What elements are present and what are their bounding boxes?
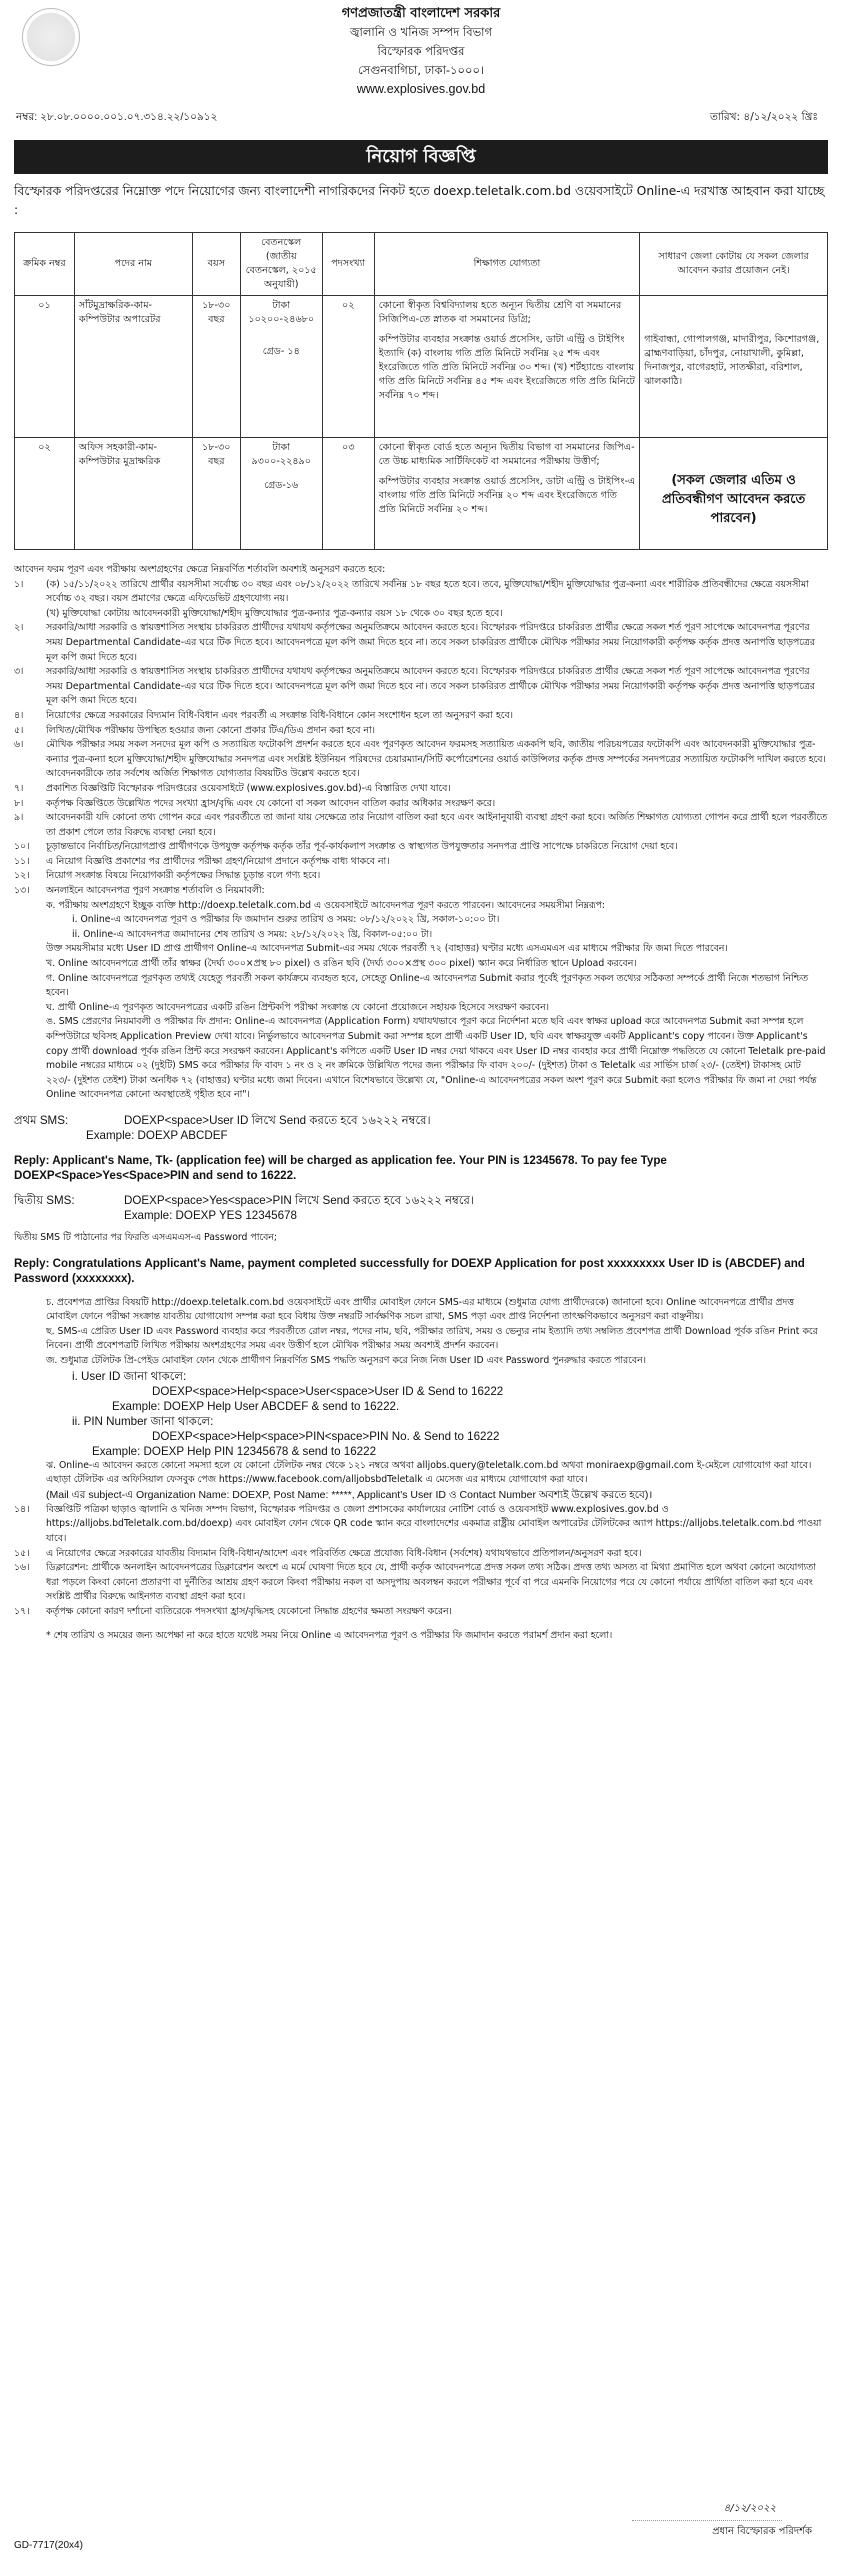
grade-value: গ্রেড- ১৪ <box>262 346 300 357</box>
scale-value: টাকা ১০২০০-২৪৬৮০ <box>248 300 315 325</box>
row-age: ১৮-৩০ বছর <box>192 438 240 550</box>
online-rule-e: ঙ. SMS প্রেরণের নিয়মাবলী ও পরীক্ষার ফি প্রদান: Online-এ আবেদনপত্র (Application Form) যথাযথভাবে পূরণ করে নির্দেশনা মতে ছবি এবং স্বাক্ষর upload করে আবেদনপত্র Submit করা সম্পন্ন হলে কম্পিউটারে ছবিসহ Application Preview দেখা যাবে। নির্ভুলভাবে আবেদনপত্র Submit করা সম্পন্ন হলে প্রার্থী একটি User ID, ছবি এবং স্বাক্ষরযুক্ত একটি Applicant's copy পাবেন। উক্ত Applicant's copy প্রার্থী download পূর্বক রঙিন প্রিন্ট করে সংরক্ষণ করবেন। Applicant's কপিতে একটি User ID নম্বর দেয়া থাকবে এবং User ID নম্বর ব্যবহার করে প্রার্থী নিম্নোক্ত পদ্ধতিতে যে কোনো Teletalk pre-paid mobile নম্বরের মাধ্যমে ০২ (দুইটি) SMS করে পরীক্ষার ফি বাবদ ১ নং ও ২ নং ক্রমিকে উল্লিখিত পদের জন্য পরীক্ষার ফি বাবদ ২০০/- (দুইশত) টাকা ও Teletalk এর সার্ভিস চার্জ ২৩/- (তেইশ) টাকাসহ মোট ২২৩/- (দুইশত তেইশ) টাকা অনধিক ৭২ (বাহাত্তর) ঘণ্টার মধ্যে জমা দিবেন। এখানে বিশেষভাবে উল্লেখ্য যে, "Online-এ আবেদনপত্রের সকল অংশ পূরণ করে Submit করা হলেও পরীক্ষার ফি জমা না দেয়া পর্যন্ত Online আবেদনপত্র কোনো অবস্থাতেই গৃহীত হবে না"। <box>46 1016 826 1101</box>
sms-second-note: দ্বিতীয় SMS টি পাঠানোর পর ফিরতি এসএমএস-এ Password পাবেন; <box>14 1231 277 1243</box>
row-sl: ০১ <box>15 296 75 438</box>
grade-value: গ্রেড-১৬ <box>264 480 299 491</box>
final-advice: * শেষ তারিখ ও সময়ের জন্য অপেক্ষা না করে হাতে যথেষ্ট সময় নিয়ে Online এ আবেদনপত্র পূরণ ও পরীক্ষার ফি জমাদান করতে পরামর্শ প্রদান করা হলো। <box>46 1630 613 1642</box>
list-item: ১৪। বিজ্ঞপ্তিটি পত্রিকা ছাড়াও জ্বালানি ও খনিজ সম্পদ বিভাগ, বিস্ফোরক পরিদপ্তর ও জেলা প্রশাসকের কার্যালয়ের নোটিশ বোর্ড ও ওয়েবসাইট www.explosives.gov.bd ও https://alljobs.bdTeletalk.com.bd/doexp) এবং মোবাইল ফোন থেকে QR code স্ক্যান করে বাংলাদেশের একমাত্র রাষ্ট্রীয় মোবাইল অপারেটর টেলিটকের অ্যাপ https://alljobs.teletalk.com.bd পাওয়া যাবে। <box>14 1503 822 1544</box>
header-post: পদের নাম <box>74 233 192 296</box>
row-post: সাঁটমুদ্রাক্ষরিক-কাম-কম্পিউটার অপারেটর <box>74 296 192 438</box>
signature-date: ৪/১২/২০২২ <box>723 2503 776 2514</box>
conditions-intro: আবেদন ফরম পূরণ এবং পরীক্ষায় অংশগ্রহণের ক্ষেত্রে নিম্নবর্ণিত শর্তাবলি অবশ্যই অনুসরণ করতে হবে: <box>14 564 386 575</box>
header-scale: বেতনস্কেল (জাতীয় বেতনস্কেল, ২০১৫ অনুযায়ী) <box>240 233 322 296</box>
online-rule-ch: চ. প্রবেশপত্র প্রাপ্তির বিষয়টি http://doexp.teletalk.com.bd ওয়েবসাইটে এবং প্রার্থীর মোবাইল ফোনে SMS-এর মাধ্যমে (শুধুমাত্র যোগ্য প্রার্থীদেরকে) জানানো হবে। Online আবেদনপত্রে প্রার্থীর প্রদত্ত মোবাইল ফোনে পরীক্ষা সংক্রান্ত যাবতীয় যোগাযোগ সম্পন্ন করা হবে বিধায় উক্ত নম্বরটি সার্বক্ষণিক সচল রাখা, SMS পড়া এবং প্রাপ্ত নির্দেশনা তাৎক্ষণিকভাবে অনুসরণ করা বাঞ্ছনীয়। <box>46 1296 794 1323</box>
table-row <box>15 296 828 438</box>
row-scale <box>240 296 322 438</box>
signature <box>632 2488 782 2521</box>
memo-date: তারিখ: ৪/১২/২০২২ খ্রিঃ <box>709 111 818 123</box>
online-rule-a-note: উক্ত সময়সীমার মধ্যে User ID প্রাপ্ত প্রার্থীগণ Online-এ আবেদনপত্র Submit-এর সময় থেকে পরবর্তী ৭২ (বাহাত্তর) ঘণ্টার মধ্যে এসএমএস এর মাধ্যমে পরীক্ষার ফি জমা দিতে পারবেন। <box>46 943 728 955</box>
sms-first-command: DOEXP<space>User ID লিখে Send করতে হবে ১৬২২২ নম্বরে। <box>124 1113 431 1127</box>
online-rule-a-i: i. Online-এ আবেদনপত্র পূরণ ও পরীক্ষার ফি জমাদান শুরুর তারিখ ও সময়: ০৮/১২/২০২২ খ্রি, সকাল-১০:০০ টা। <box>72 914 500 926</box>
row-qualification <box>374 296 640 438</box>
qualification-1: কোনো স্বীকৃত বোর্ড হতে অন্যূন দ্বিতীয় বিভাগ বা সমমানের জিপিএ-তে উচ্চ মাধ্যমিক সার্টিফিকেট বা সমমানের পরীক্ষায় উত্তীর্ণ; <box>378 442 635 467</box>
sms-second-label: দ্বিতীয় SMS: <box>14 1193 75 1207</box>
row-quota <box>640 438 828 550</box>
ministry-name: জ্বালানি ও খনিজ সম্পদ বিভাগ <box>349 25 493 39</box>
recover-pin-title: ii. PIN Number জানা থাকলে: <box>72 1414 214 1428</box>
sms-first-example: Example: DOEXP ABCDEF <box>86 1128 228 1142</box>
header-age: বয়স <box>192 233 240 296</box>
row-post: অফিস সহকারী-কাম-কম্পিউটার মুদ্রাক্ষরিক <box>74 438 192 550</box>
sms-second-command: DOEXP<space>Yes<space>PIN লিখে Send করতে হবে ১৬২২২ নম্বরে। <box>124 1193 475 1207</box>
list-item: ১। (ক) ১৫/১১/২০২২ তারিখে প্রার্থীর বয়সসীমা সর্বোচ্চ ৩০ বছর এবং ০৮/১২/২০২২ তারিখে সর্বনিম্ন ১৮ বছর হতে হবে। তবে, মুক্তিযোদ্ধা/শহীদ মুক্তিযোদ্ধার পুত্র-কন্যা এবং শারীরিক প্রতিবন্ধীদের ক্ষেত্রে বয়সসীমা সর্বোচ্চ ৩২ বছর। বয়স প্রমাণের ক্ষেত্রে এফিডেভিট গ্রহণযোগ্য নয়। <box>14 578 809 605</box>
recover-userid-title: i. User ID জানা থাকলে: <box>72 1369 187 1383</box>
online-rule-d: ঘ. প্রার্থী Online-এ পূরণকৃত আবেদনপত্রের একটি রঙিন প্রিন্টকপি পরীক্ষা সংক্রান্ত যে কোনো প্রয়োজনে সহায়ক হিসেবে সংরক্ষণ করবেন। <box>46 1001 549 1013</box>
qualification-2: কম্পিউটার ব্যবহার সংক্রান্ত ওয়ার্ড প্রসেসিং, ডাটা এন্ট্রি ও টাইপিং ইত্যাদি (ক) বাংলায় গতি প্রতি মিনিটে সর্বনিম্ন ২৫ শব্দ এবং ইংরেজিতে গতি প্রতি মিনিটে সর্বনিম্ন ৩০ শব্দ। (খ) শর্টহ্যান্ডে বাংলায় গতি প্রতি মিনিটে সর্বনিম্ন ৪৫ শব্দ এবং ইংরেজিতে গতি প্রতি মিনিটে সর্বনিম্ন ৭০ শব্দ। <box>378 334 635 401</box>
recover-userid-command: DOEXP<space>Help<space>User<space>User ID & Send to 16222 <box>152 1384 504 1398</box>
list-item: ১১। এ নিয়োগ বিজ্ঞপ্তি প্রকাশের পর প্রার্থীদের পরীক্ষা গ্রহণ/নিয়োগ প্রদানে কর্তৃপক্ষ বাধ্য থাকবে না। <box>14 855 390 867</box>
scale-value: টাকা ৯৩০০-২২৪৯০ <box>251 442 312 467</box>
sms-reply-1: Reply: Applicant's Name, Tk- (application fee) will be charged as application fee. Your PIN is 12345678. To pay fee Type DOEXP<Space>Yes<Space>PIN and send to 16222. <box>14 1153 667 1182</box>
header-qualification: শিক্ষাগত যোগ্যতা <box>374 233 640 296</box>
website-link[interactable]: www.explosives.gov.bd <box>356 82 486 96</box>
list-item: ১০। চূড়ান্তভাবে নির্বাচিত/নিয়োগপ্রাপ্ত প্রার্থীগণকে উপযুক্ত কর্তৃপক্ষ কর্তৃক তাঁর পূর্ব-কার্যকলাপ সংক্রান্ত ও স্বাস্থ্যগত উপযুক্ততার সনদপত্র প্রাপ্তি সাপেক্ষে চাকরিতে নিয়োগ দেয়া হবে। <box>14 841 678 853</box>
online-rule-chh: ছ. SMS-এ প্রেরিত User ID এবং Password ব্যবহার করে পরবর্তীতে রোল নম্বর, পদের নাম, ছবি, পরীক্ষার তারিখ, সময় ও ভেন্যুর নাম ইত্যাদি তথ্য সম্বলিত প্রবেশপত্র প্রার্থী Download পূর্বক রঙিন Print করে নিবেন। প্রার্থী প্রবেশপত্রটি লিখিত পরীক্ষায় অংশগ্রহণের সময় এবং উত্তীর্ণ হলে মৌখিক পরীক্ষার সময় অবশ্যই প্রদর্শন করবেন। <box>46 1325 818 1352</box>
list-item: ৫। লিখিত/মৌখিক পরীক্ষায় উপস্থিত হওয়ার জন্য কোনো প্রকার টিএ/ডিএ প্রদান করা হবে না। <box>14 724 375 736</box>
vacancy-table <box>14 232 828 550</box>
row-scale <box>240 438 322 550</box>
quota-all-districts: (সকল জেলার এতিম ও প্রতিবন্ধীগণ আবেদন করতে পারবেন) <box>661 473 806 526</box>
online-rule-b: খ. Online আবেদনপত্রে প্রার্থী তাঁর স্বাক্ষর (দৈর্ঘ্য ৩০০×প্রস্থ ৮০ pixel) ও রঙিন ছবি (দৈর্ঘ্য ৩০০×প্রস্থ ৩০০ pixel) স্ক্যান করে নির্ধারিত স্থানে Upload করবেন। <box>46 958 637 970</box>
online-rule-c: গ. Online আবেদনপত্রে পূরণকৃত তথ্যই যেহেতু পরবর্তী সকল কার্যক্রমে ব্যবহৃত হবে, সেহেতু Online-এ আবেদনপত্র Submit করার পূর্বেই পূরণকৃত সকল তথ্যের সঠিকতা সম্পর্কে প্রার্থী নিজে শতভাগ নিশ্চিত হবেন। <box>46 972 808 999</box>
intro-text: বিস্ফোরক পরিদপ্তরের নিম্নোক্ত পদে নিয়োগের জন্য বাংলাদেশী নাগরিকদের নিকট হতে doexp.teletalk.com.bd ওয়েবসাইটে Online-এ দরখাস্ত আহবান করা যাচ্ছে : <box>14 184 825 217</box>
row-count: ০৩ <box>322 438 374 550</box>
signatory-title: প্রধান বিস্ফোরক পরিদর্শক <box>712 2526 812 2537</box>
row-age: ১৮-৩০ বছর <box>192 296 240 438</box>
row-quota <box>640 296 828 438</box>
row-sl: ০২ <box>15 438 75 550</box>
online-rule-a-ii: ii. Online-এ আবেদনপত্র জমাদানের শেষ তারিখ ও সময়: ২৮/১২/২০২২ খ্রি, বিকাল-০৫:০০ টা। <box>72 928 433 940</box>
recover-userid-example: Example: DOEXP Help User ABCDEF & send to 16222. <box>112 1399 400 1413</box>
list-item: ২। সরকারি/আধা সরকারি ও স্বায়ত্তশাসিত সংস্থায় চাকরিরত প্রার্থীদের যথাযথ কর্তৃপক্ষের অনুমতিক্রমে আবেদন করতে হবে। বিস্ফোরক পরিদপ্তরে চাকরিরত প্রার্থীর ক্ষেত্রে সকল শর্ত পূরণ সাপেক্ষে আবেদনপত্র পূরণের সময় Departmental Candidate-এর ঘরে টিক দিতে হবে। আবেদনপত্রে মূল কপি জমা দিতে হবে না। তবে সকল চাকরিরত প্রার্থীকে মৌখিক পরীক্ষার সময় নিয়োগকারী কর্তৃপক্ষ কর্তৃক প্রদত্ত অনাপত্তি ছাড়পত্রের মূল কপি জমা দিতে হবে। <box>14 622 815 663</box>
qualification-1: কোনো স্বীকৃত বিশ্ববিদ্যালয় হতে অন্যূন দ্বিতীয় শ্রেণি বা সমমানের সিজিপিএ-তে স্নাতক বা সমমানের ডিগ্রি; <box>378 300 622 325</box>
table-row <box>15 438 828 550</box>
row-qualification <box>374 438 640 550</box>
list-item: ৮। কর্তৃপক্ষ বিজ্ঞপ্তিতে উল্লেখিত পদের সংখ্যা হ্রাস/বৃদ্ধি এবং যে কোনো বা সকল আবেদন বাতিল করার অধিকার সংরক্ষণ করে। <box>14 797 496 809</box>
row-count: ০২ <box>322 296 374 438</box>
gd-number: GD-7717(20x4) <box>14 2540 83 2551</box>
memo-number: নম্বর: ২৮.০৮.০০০০.০০১.০৭.৩১৪.২২/১০৯১২ <box>16 111 218 123</box>
list-item: (খ) মুক্তিযোদ্ধা কোটায় আবেদনকারী মুক্তিযোদ্ধা/শহীদ মুক্তিযোদ্ধার পুত্র-কন্যার পুত্র-কন্যার বয়স ১৮ থেকে ৩০ বছর হতে হবে। <box>46 607 503 619</box>
government-name: গণপ্রজাতন্ত্রী বাংলাদেশ সরকার <box>341 6 501 21</box>
notice-title: নিয়োগ বিজ্ঞপ্তি <box>14 140 828 174</box>
recover-pin-example: Example: DOEXP Help PIN 12345678 & send to 16222 <box>92 1444 377 1458</box>
conditions <box>14 563 828 1644</box>
header-quota: সাধারণ জেলা কোটায় যে সকল জেলার আবেদন করার প্রয়োজন নেই। <box>640 233 828 296</box>
recover-userid <box>14 1369 828 1459</box>
list-item: ১৬। ডিক্লারেশন: প্রার্থীকে অনলাইন আবেদনপত্রের ডিক্লারেশন অংশে এ মর্মে ঘোষণা দিতে হবে যে, প্রার্থী কর্তৃক আবেদনপত্রে প্রদত্ত সকল তথ্য সঠিক। প্রদত্ত তথ্য অসত্য বা মিথ্যা প্রমাণিত হলে অথবা কোনো অযোগ্যতা ধরা পড়লে কিংবা কোনো প্রতারণা বা দুর্নীতির আশ্রয় গ্রহণ করলে কিংবা পরীক্ষায় নকল বা অসদুপায় অবলম্বন করলে পরীক্ষার পূর্বে বা পরে এমনকি নিয়োগের পরে যে কোনো পর্যায়ে প্রার্থিতা বাতিল করা হবে এবং সংশ্লিষ্ট প্রার্থীর বিরুদ্ধে আইনগত ব্যবস্থা গ্রহণ করা হবে। <box>14 1562 816 1603</box>
list-item: ৪। নিয়োগের ক্ষেত্রে সরকারের বিদ্যমান বিধি-বিধান এবং পরবর্তী এ সংক্রান্ত বিধি-বিধানে কোন সংশোধন হলে তা অনুসরণ করা হবে। <box>14 709 513 721</box>
list-item: ৩। সরকারি/আধা সরকারি ও স্বায়ত্তশাসিত সংস্থায় চাকরিরত প্রার্থীদের যথাযথ কর্তৃপক্ষের অনুমতিক্রমে আবেদন করতে হবে। বিস্ফোরক পরিদপ্তরে চাকরিরত প্রার্থীর ক্ষেত্রে সকল শর্ত পূরণ সাপেক্ষে আবেদনপত্র পূরণের সময় Departmental Candidate-এর ঘরে টিক দিতে হবে। আবেদনপত্রে মূল কপি জমা দিতে হবে না। তবে সকল চাকরিরত প্রার্থীকে মৌখিক পরীক্ষার সময় নিয়োগকারী কর্তৃপক্ষ কর্তৃক প্রদত্ত অনাপত্তি ছাড়পত্রের মূল কপি জমা দিতে হবে। <box>14 666 815 707</box>
header-sl: ক্রমিক নম্বর <box>15 233 75 296</box>
list-item: ৭। প্রকাশিত বিজ্ঞপ্তিটি বিস্ফোরক পরিদপ্তরের ওয়েবসাইটে (www.explosives.gov.bd)-এ বিস্তারিত দেখা যাবে। <box>14 782 451 794</box>
list-item: ৯। আবেদনকারী যদি কোনো তথ্য গোপন করে এবং পরবর্তীতে তা জানা যায় সেক্ষেত্রে তার নিয়োগ বাতিল করা হবে এবং আইনানুযায়ী ব্যবস্থা গ্রহণ করা হবে। অর্জিত শিক্ষাগত যোগ্যতা গোপন করে প্রার্থী হলে পরবর্তীতে তা প্রকাশ পেলে তার বিরুদ্ধে ব্যবস্থা নেয়া হবে। <box>14 812 828 838</box>
header-count: পদসংখ্যা <box>322 233 374 296</box>
sms-first-label: প্রথম SMS: <box>14 1113 69 1127</box>
sms-second-example: Example: DOEXP YES 12345678 <box>124 1208 297 1222</box>
list-item: ১৭। কর্তৃপক্ষ কোনো কারণ দর্শানো ব্যতিরেকে পদসংখ্যা হ্রাস/বৃদ্ধিসহ যেকোনো সিদ্ধান্ত গ্রহণের ক্ষমতা সংরক্ষণ করেন। <box>14 1605 452 1617</box>
list-item: ১৩। অনলাইনে আবেদনপত্র পূরণ সংক্রান্ত শর্তাবলি ও নিয়মাবলী: <box>14 885 265 897</box>
online-rule-jh: ঝ. Online-এ আবেদন করতে কোনো সমস্যা হলে যে কোনো টেলিটক নম্বর থেকে ১২১ নম্বরে অথবা alljobs.query@teletalk.com.bd অথবা moniraexp@gmail.com ই-মেইলে যোগাযোগ করা যাবে। এছাড়া টেলিটক এর অফিসিয়াল ফেসবুক পেজ https://www.facebook.com/alljobsbdTeletalk এ মেসেজ এর মাধ্যমে যোগাযোগ করা যাবে। <box>46 1459 812 1486</box>
online-rule-a: ক. পরীক্ষায় অংশগ্রহণে ইচ্ছুক ব্যক্তি http://doexp.teletalk.com.bd এ ওয়েবসাইটে আবেদনপত্র পূরণ করতে পারবেন। আবেদনের সময়সীমা নিম্নরূপ: <box>46 899 606 911</box>
sms-reply-2: Reply: Congratulations Applicant's Name, payment completed successfully for DOEXP Application for post xxxxxxxxx User ID is (ABCDEF) and Password (xxxxxxxx). <box>14 1256 805 1285</box>
online-rule-j: জ. শুধুমাত্র টেলিটক প্রি-পেইড মোবাইল ফোন থেকে প্রার্থীগণ নিম্নবর্ণিত SMS পদ্ধতি অনুসরণ করে নিজ নিজ User ID এবং Password পুনরুদ্ধার করতে পারবেন। <box>46 1354 646 1366</box>
list-item: ১২। নিয়োগ সংক্রান্ত বিষয়ে নিয়োগকারী কর্তৃপক্ষের সিদ্ধান্ত চূড়ান্ত বলে গণ্য হবে। <box>14 870 321 882</box>
department-name: বিস্ফোরক পরিদপ্তর <box>377 44 465 58</box>
recover-pin-command: DOEXP<space>Help<space>PIN<space>PIN No. & Send to 16222 <box>152 1429 500 1443</box>
table-header-row <box>15 233 828 296</box>
letterhead <box>0 4 842 99</box>
sms-first <box>14 1113 828 1143</box>
quota-districts: গাইবান্ধা, গোপালগঞ্জ, মাদারীপুর, কিশোরগঞ্জ, ব্রাহ্মণবাড়িয়া, চাঁদপুর, নোয়াখালী, কুমিল্লা, দিনাজপুর, বাগেরহাট, সাতক্ষীরা, বরিশাল, ঝালকাঠি। <box>644 334 820 387</box>
online-rule-jh-note: (Mail এর subject-এ Organization Name: DOEXP, Post Name: *****, Applicant's User ID ও Contact Number অবশ্যই উল্লেখ করতে হবে)। <box>46 1488 653 1501</box>
list-item: ১৫। এ নিয়োগের ক্ষেত্রে সরকারের যাবতীয় বিদ্যমান বিধি-বিধান/আদেশ এবং পরিবর্তিত ক্ষেত্রে প্রযোজ্য বিধি-বিধান (সর্বশেষ) যথাযথভাবে প্রতিপালন/অনুসরণ করা হবে। <box>14 1547 642 1559</box>
qualification-2: কম্পিউটার ব্যবহার সংক্রান্ত ওয়ার্ড প্রসেসিং, ডাটা এন্ট্রি ও টাইপিং-এ বাংলায় গতি প্রতি মিনিটে সর্বনিম্ন ২০ শব্দ এবং ইংরেজিতে গতি প্রতি মিনিটে সর্বনিম্ন ২০ শব্দ। <box>378 476 636 515</box>
sms-second <box>14 1193 828 1223</box>
list-item: ৬। মৌখিক পরীক্ষার সময় সকল সনদের মূল কপি ও সত্যায়িত ফটোকপি প্রদর্শন করতে হবে এবং পূরণকৃত আবেদন ফরমসহ সত্যায়িত এককপি ছবি, জাতীয় পরিচয়পত্রের ফটোকপি এবং আবেদনকারী মুক্তিযোদ্ধার পুত্র-কন্যার পুত্র-কন্যা হলে মুক্তিযোদ্ধা/শহীদ মুক্তিযোদ্ধার সনদপত্র এবং সংশ্লিষ্ট ইউনিয়ন পরিষদের চেয়ারম্যান/সিটি কর্পোরেশনের ওয়ার্ড কাউন্সিলর কর্তৃক প্রদত্ত সম্পর্কের সনদপত্রের সত্যায়িত ফটোকপি দাখিল করতে হবে। আবেদনকারীকে তার সর্বশেষ অর্জিত শিক্ষাগত যোগ্যতার বিষয়টিও উল্লেখ করতে হবে। <box>14 739 826 780</box>
address: সেগুনবাগিচা, ঢাকা-১০০০। <box>357 63 485 77</box>
